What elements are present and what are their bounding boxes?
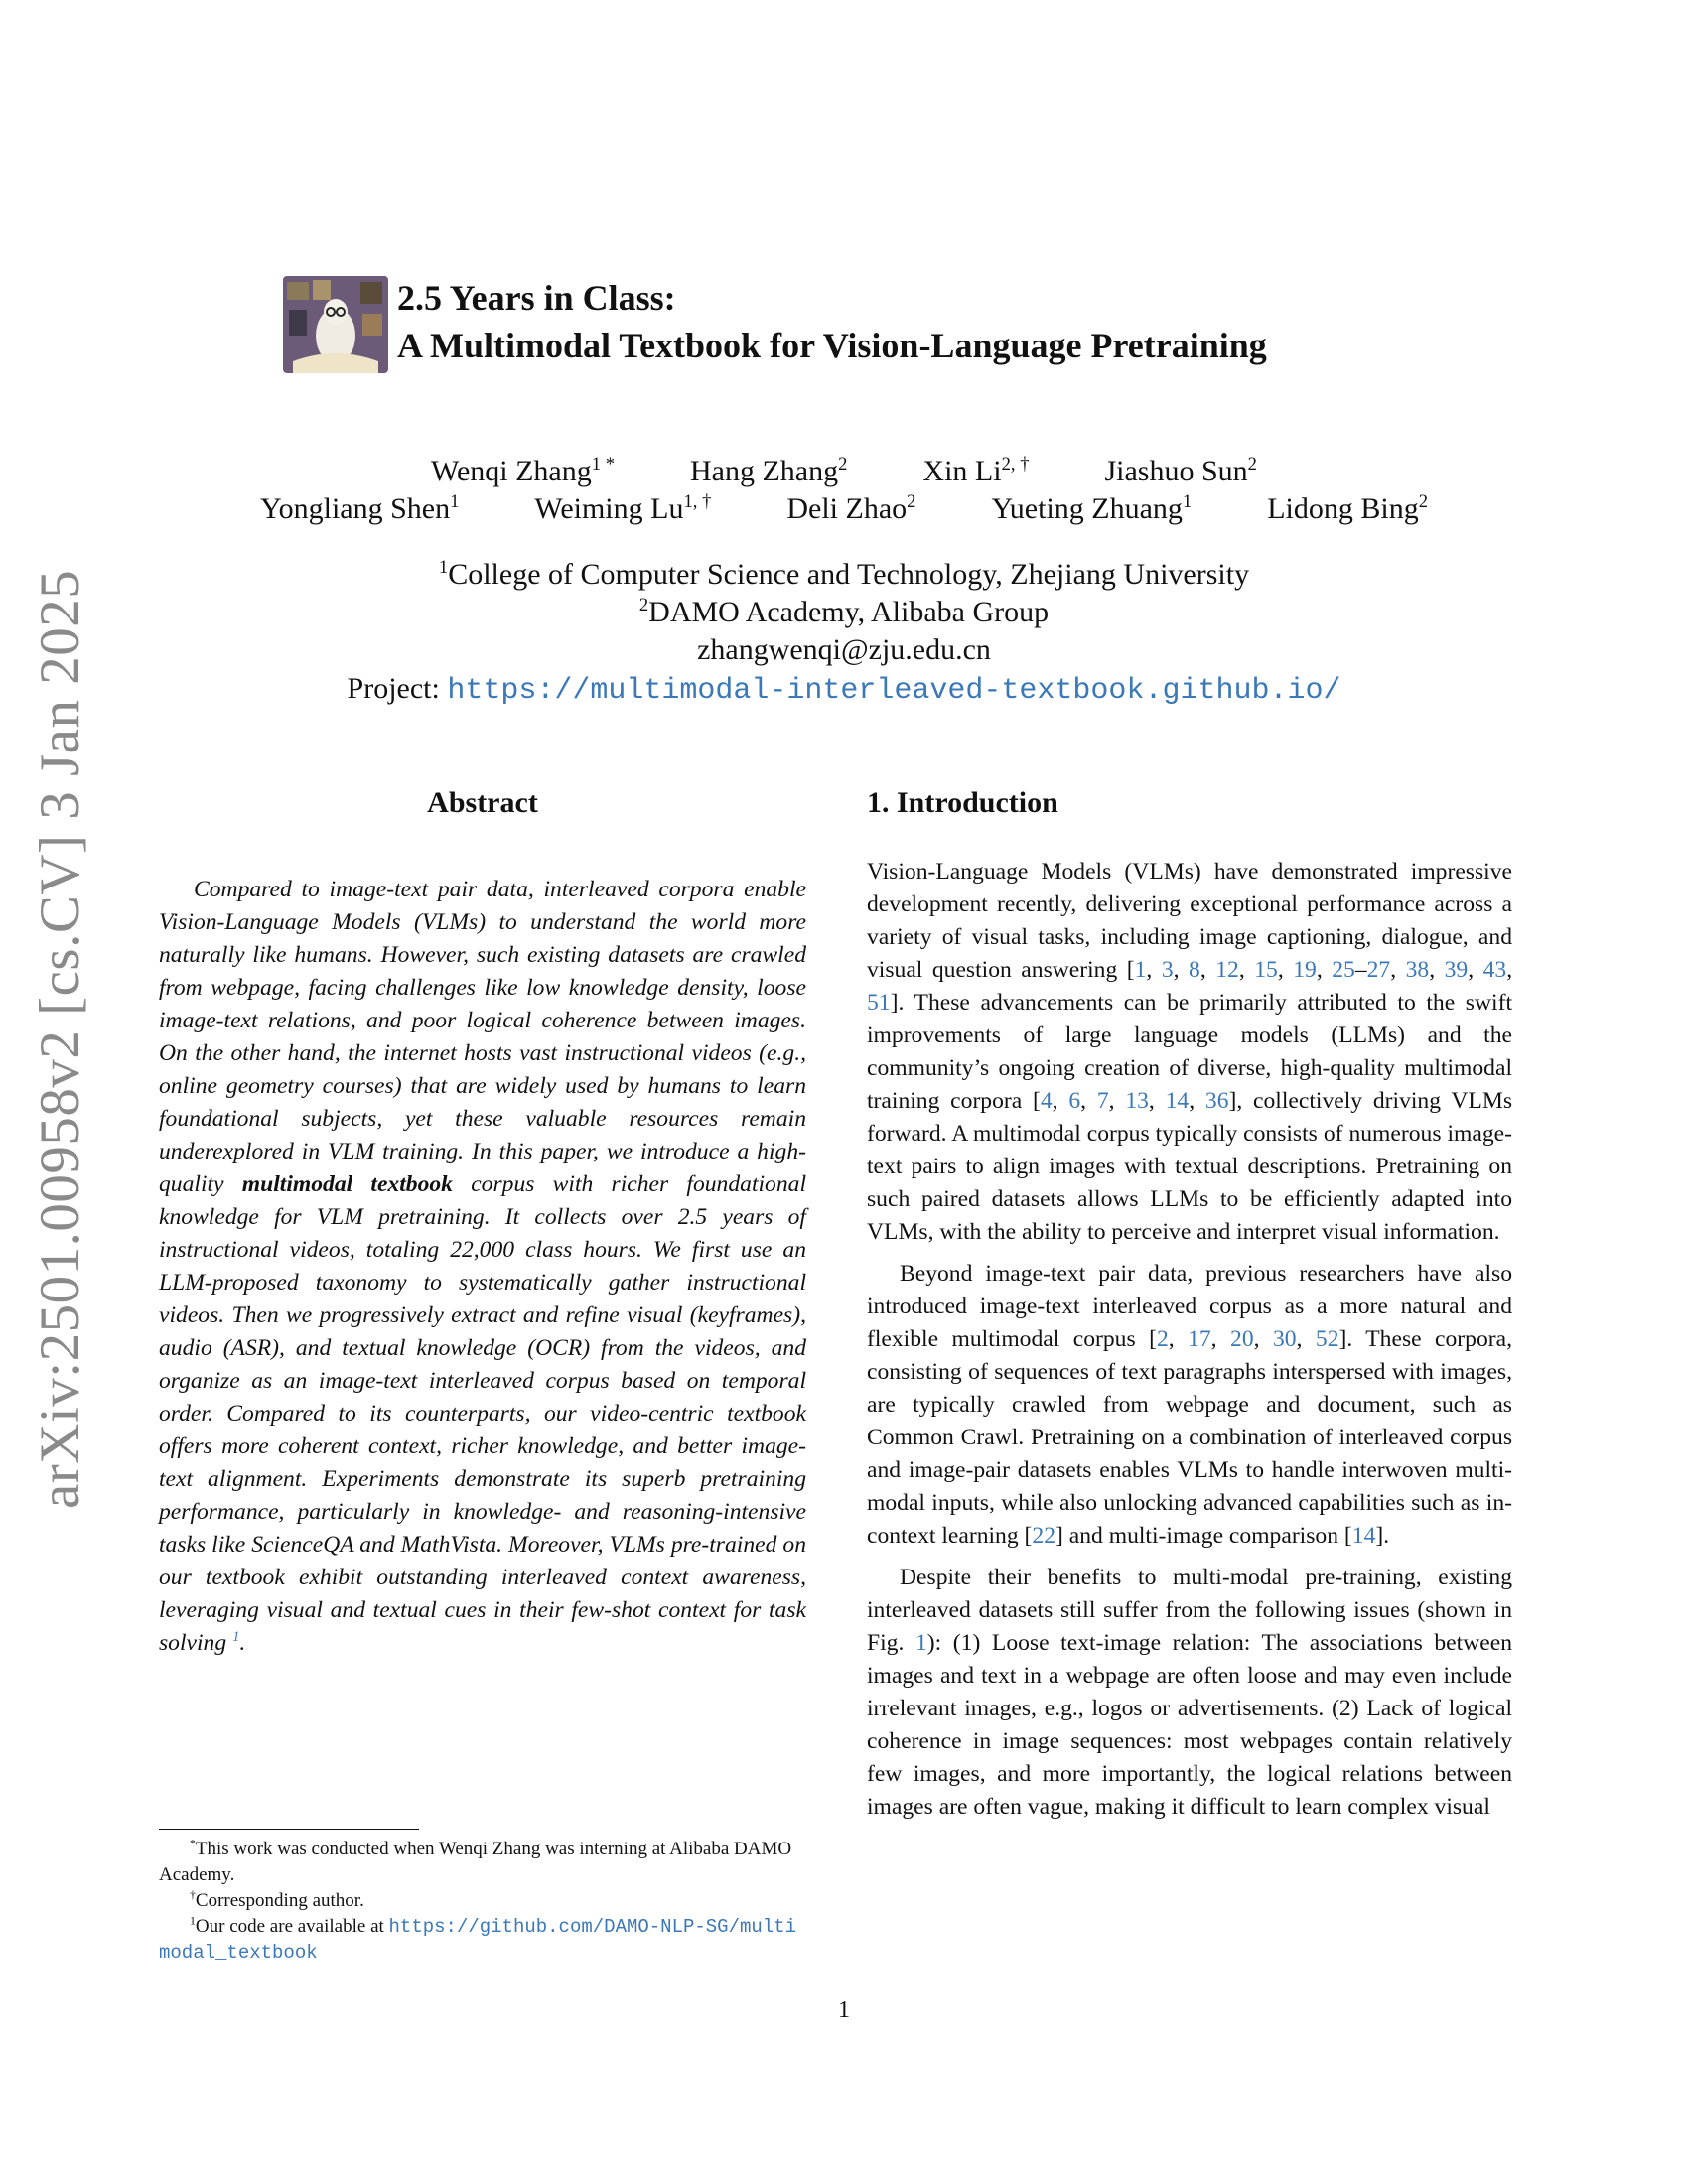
citation-link[interactable]: 14 bbox=[1351, 1523, 1376, 1549]
author-name: Deli Zhao bbox=[786, 492, 908, 525]
footnote-marker: † bbox=[190, 1888, 196, 1902]
affiliation-text: DAMO Academy, Alibaba Group bbox=[648, 596, 1050, 628]
affiliation-2 bbox=[0, 596, 1688, 629]
author-affiliation-marker: 1 bbox=[1182, 491, 1193, 512]
author bbox=[991, 492, 1192, 525]
text-run: Vision-Language Models (VLMs) have demonstrated impressive development recently, delivering exceptional performance across a variety of visual tasks, including image captioning, dialogue, and visual question answering [ bbox=[867, 859, 1512, 983]
code-link[interactable]: https://github.com/DAMO-NLP-SG/multimodal_textbook bbox=[159, 1916, 796, 1964]
introduction-heading: 1. Introduction bbox=[867, 786, 1058, 819]
author bbox=[1104, 455, 1256, 487]
text-run: , bbox=[1429, 957, 1445, 983]
text-run: , bbox=[1296, 1326, 1316, 1352]
footnote-text: Corresponding author. bbox=[195, 1890, 364, 1911]
author-affiliation-marker: 1 * bbox=[591, 454, 615, 475]
author-name: Yongliang Shen bbox=[259, 492, 451, 525]
citation-link[interactable]: 14 bbox=[1165, 1088, 1190, 1114]
affiliation-text: College of Computer Science and Technology, Zhejiang University bbox=[448, 558, 1250, 591]
citation-link[interactable]: 7 bbox=[1096, 1088, 1109, 1114]
citation-link[interactable]: 1 bbox=[914, 1630, 927, 1656]
citation-link[interactable]: 13 bbox=[1125, 1088, 1149, 1114]
author-name: Hang Zhang bbox=[690, 455, 839, 487]
author bbox=[922, 455, 1029, 487]
author-affiliation-marker: 2 bbox=[838, 454, 848, 475]
project-label: Project: bbox=[347, 672, 448, 705]
author-row-2 bbox=[0, 492, 1688, 526]
text-run: , bbox=[1468, 957, 1483, 983]
text-run: – bbox=[1354, 957, 1367, 983]
author bbox=[260, 492, 459, 525]
arxiv-identifier-stamp: arXiv:2501.00958v2 [cs.CV] 3 Jan 2025 bbox=[29, 569, 91, 1509]
text-run: ] and multi-image comparison [ bbox=[1055, 1523, 1352, 1549]
text-run: Despite their benefits to multi-modal pre-training, existing interleaved datasets still suffer from the following issues (shown in Fig. bbox=[867, 1565, 1512, 1656]
text-run: ]. bbox=[1375, 1523, 1390, 1549]
text-run: , bbox=[1189, 1088, 1205, 1114]
text-run: , bbox=[1080, 1088, 1097, 1114]
author-affiliation-marker: 2 bbox=[1247, 454, 1257, 475]
title-line-2: A Multimodal Textbook for Vision-Language Pretraining bbox=[397, 326, 1267, 365]
footnote-divider bbox=[159, 1829, 419, 1830]
author-affiliation-marker: 1, † bbox=[683, 491, 712, 512]
text-run: ): (1) Loose text-image relation: The associations between images and text in a webpage are often loose and may even include irrelevant images, e.g., logos or advertisements. (2) Lack of logical coherence in image sequences: most webpages contain relatively few images, and more importantly, the logical relations between images are often vague, making it difficult to learn complex visual bbox=[867, 1630, 1512, 1820]
footnote bbox=[159, 1837, 806, 1888]
text-run: , bbox=[1168, 1326, 1189, 1352]
emphasis-text: multimodal textbook bbox=[241, 1171, 453, 1197]
citation-link[interactable]: 19 bbox=[1293, 957, 1317, 983]
text-run: , bbox=[1173, 957, 1190, 983]
author bbox=[534, 492, 711, 525]
text-run: , bbox=[1199, 957, 1216, 983]
citation-link[interactable]: 51 bbox=[867, 990, 891, 1016]
citation-link[interactable]: 27 bbox=[1366, 957, 1391, 983]
footnotes bbox=[159, 1837, 806, 1966]
author-name: Lidong Bing bbox=[1267, 492, 1419, 525]
citation-link[interactable]: 38 bbox=[1405, 957, 1430, 983]
introduction-body bbox=[867, 856, 1512, 1833]
abstract-body bbox=[159, 874, 806, 1660]
citation-link[interactable]: 15 bbox=[1254, 957, 1278, 983]
text-run: , bbox=[1146, 957, 1162, 983]
text-run: , bbox=[1108, 1088, 1126, 1114]
citation-link[interactable]: 2 bbox=[1156, 1326, 1169, 1352]
author-name: Yueting Zhuang bbox=[991, 492, 1183, 525]
footnote-text: This work was conducted when Wenqi Zhang was interning at Alibaba DAMO Academy. bbox=[159, 1839, 792, 1885]
page-number: 1 bbox=[838, 1997, 850, 2023]
author-affiliation-marker: 2, † bbox=[1001, 454, 1030, 475]
text-run: , bbox=[1148, 1088, 1166, 1114]
footnote-marker: 1 bbox=[190, 1914, 196, 1928]
citation-link[interactable]: 12 bbox=[1215, 957, 1239, 983]
paper-title bbox=[397, 274, 1267, 369]
footnote bbox=[159, 1914, 806, 1966]
author-name: Weiming Lu bbox=[534, 492, 684, 525]
author-name: Jiashuo Sun bbox=[1104, 455, 1248, 487]
project-link[interactable]: https://multimodal-interleaved-textbook.github.io/ bbox=[447, 674, 1341, 708]
footnote-marker: * bbox=[190, 1837, 196, 1850]
text-run: , bbox=[1506, 957, 1513, 983]
citation-link[interactable]: 39 bbox=[1444, 957, 1469, 983]
affiliation-marker: 2 bbox=[638, 595, 649, 615]
text-run: , bbox=[1052, 1088, 1069, 1114]
author bbox=[1267, 492, 1428, 525]
affiliation-1 bbox=[0, 558, 1688, 592]
paragraph bbox=[867, 1562, 1512, 1824]
text-run: Compared to image-text pair data, interleaved corpora enable Vision-Language Models (VLMs) to understand the world more naturally like humans. However, such existing datasets are crawled from webpage, facing challenges like low knowledge density, loose image-text relations, and poor logical coherence between images. On the other hand, the internet hosts vast instructional videos (e.g., online geometry courses) that are widely used by humans to learn foundational subjects, yet these valuable resources remain underexplored in VLM training. In this paper, we introduce a high-quality bbox=[159, 877, 806, 1197]
citation-link[interactable]: 3 bbox=[1161, 957, 1174, 983]
citation-link[interactable]: 6 bbox=[1068, 1088, 1081, 1114]
author-name: Xin Li bbox=[922, 455, 1002, 487]
citation-link[interactable]: 30 bbox=[1272, 1326, 1297, 1352]
author bbox=[786, 492, 915, 525]
paragraph bbox=[867, 1258, 1512, 1553]
text-run: , bbox=[1238, 957, 1255, 983]
citation-link[interactable]: 4 bbox=[1040, 1088, 1053, 1114]
citation-link[interactable]: 52 bbox=[1315, 1326, 1339, 1352]
text-run: ]. These corpora, consisting of sequences of text paragraphs interspersed with images, are typically crawled from webpage and document, such as Common Crawl. Pretraining on a combination of interleaved corpus and image-pair datasets enables VLMs to handle interwoven multi-modal inputs, while also unlocking advanced capabilities such as in-context learning [ bbox=[867, 1326, 1512, 1549]
citation-link[interactable]: 22 bbox=[1032, 1523, 1055, 1549]
text-run: , bbox=[1316, 957, 1333, 983]
citation-link[interactable]: 8 bbox=[1189, 957, 1200, 983]
author-affiliation-marker: 2 bbox=[907, 491, 916, 512]
text-run: , bbox=[1253, 1326, 1273, 1352]
author bbox=[690, 455, 847, 487]
footnote-text: Our code are available at bbox=[195, 1916, 389, 1937]
text-run: ], collectively driving VLMs forward. A multimodal corpus typically consists of numerous image-text pairs to align images with textual descriptions. Pretraining on such paired datasets allows LLMs to be efficiently adapted into VLMs, with the ability to perceive and interpret visual information. bbox=[867, 1088, 1512, 1245]
citation-link[interactable]: 36 bbox=[1204, 1088, 1229, 1114]
citation-link[interactable]: 1 bbox=[232, 1629, 240, 1646]
author-name: Wenqi Zhang bbox=[431, 455, 592, 487]
llama-teacher-logo bbox=[283, 276, 388, 373]
citation-link[interactable]: 17 bbox=[1188, 1326, 1211, 1352]
text-run: , bbox=[1277, 957, 1294, 983]
text-run: , bbox=[1210, 1326, 1231, 1352]
author-affiliation-marker: 2 bbox=[1418, 491, 1429, 512]
citation-link[interactable]: 20 bbox=[1230, 1326, 1254, 1352]
project-line bbox=[0, 672, 1688, 708]
affiliation-marker: 1 bbox=[438, 557, 449, 578]
text-run: ]. These advancements can be primarily attributed to the swift improvements of large language models (LLMs) and the community’s ongoing creation of diverse, high-quality multimodal training corpora [ bbox=[867, 990, 1512, 1114]
contact-email[interactable]: zhangwenqi@zju.edu.cn bbox=[697, 633, 991, 666]
citation-link[interactable]: 1 bbox=[1134, 957, 1147, 983]
text-run: . bbox=[239, 1630, 246, 1656]
text-run: , bbox=[1390, 957, 1406, 983]
footnote bbox=[159, 1888, 806, 1914]
text-run: Beyond image-text pair data, previous researchers have also introduced image-text interleaved corpus as a more natural and flexible multimodal corpus [ bbox=[867, 1261, 1512, 1352]
citation-link[interactable]: 43 bbox=[1482, 957, 1507, 983]
paragraph bbox=[867, 856, 1512, 1249]
citation-link[interactable]: 25 bbox=[1332, 957, 1355, 983]
abstract-heading: Abstract bbox=[427, 786, 538, 819]
text-run: corpus with richer foundational knowledge for VLM pretraining. It collects over 2.5 years of instructional videos, totaling 22,000 class hours. We first use an LLM-proposed taxonomy to systematically gather instructional videos. Then we progressively extract and refine visual (keyframes), audio (ASR), and textual knowledge (OCR) from the videos, and organize as an image-text interleaved corpus based on temporal order. Compared to its counterparts, our video-centric textbook offers more coherent context, richer knowledge, and better image-text alignment. Experiments demonstrate its superb pretraining performance, particularly in knowledge- and reasoning-intensive tasks like ScienceQA and MathVista. Moreover, VLMs pre-trained on our textbook exhibit outstanding interleaved context awareness, leveraging visual and textual cues in their few-shot context for task solving bbox=[159, 1171, 806, 1656]
title-line-1: 2.5 Years in Class: bbox=[397, 278, 676, 318]
author-row-1 bbox=[0, 455, 1688, 488]
author-affiliation-marker: 1 bbox=[450, 491, 460, 512]
author bbox=[431, 455, 615, 487]
